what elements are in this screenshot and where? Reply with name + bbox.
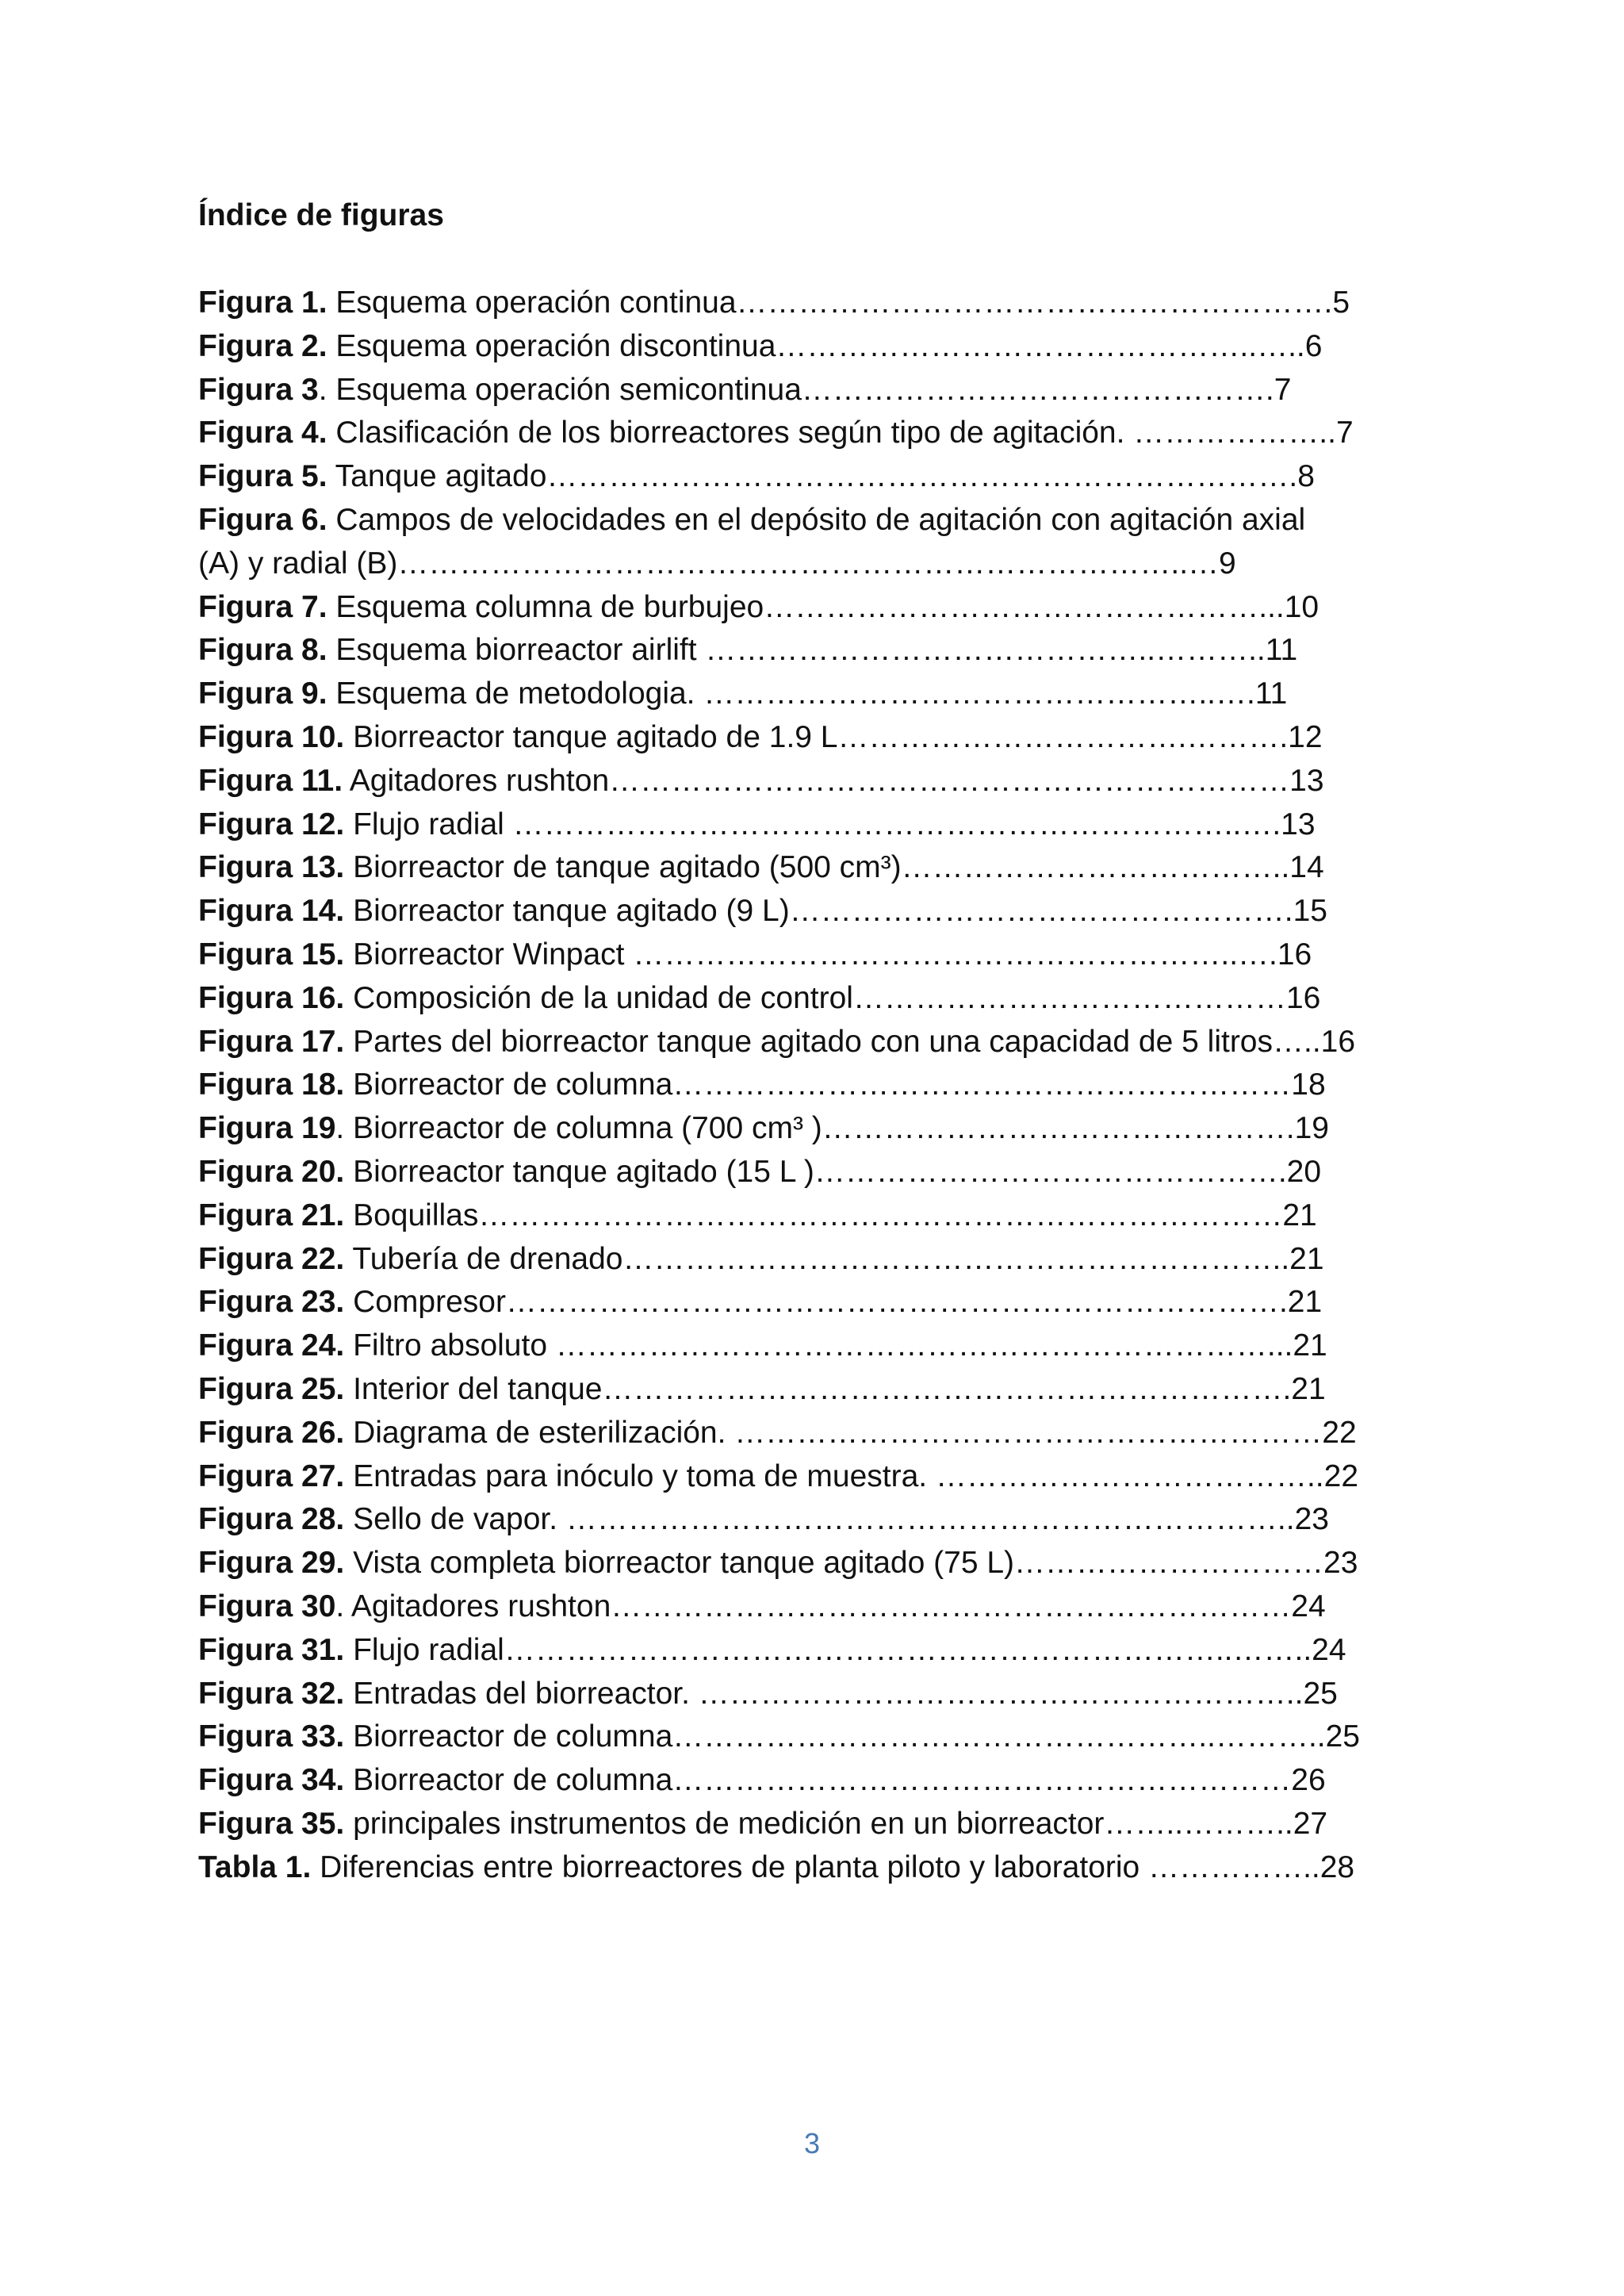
index-entry: [198, 1412, 1435, 1455]
entry-label: Figura 9.: [198, 677, 327, 711]
entry-text: Esquema operación discontinua………………………………………..…..6: [327, 328, 1323, 363]
entry-text: Campos de velocidades en el depósito de agitación con agitación axial: [327, 502, 1306, 537]
entry-text: Partes del biorreactor tanque agitado con una capacidad de 5 litros…..16: [344, 1024, 1356, 1059]
index-entry: [198, 933, 1435, 977]
entry-text: . Biorreactor de columna (700 cm³ )……………………………………….19: [335, 1111, 1329, 1146]
entry-text: Biorreactor de tanque agitado (500 cm³)………………………………..14: [344, 850, 1324, 885]
entry-label: Figura 20.: [198, 1154, 345, 1189]
index-entry: [198, 1585, 1435, 1629]
entry-label: Figura 14.: [198, 894, 345, 929]
entry-label: Figura 17.: [198, 1024, 345, 1059]
index-entry: [198, 1281, 1435, 1324]
figure-index-list: [198, 282, 1435, 1889]
entry-text: Esquema columna de burbujeo…………………………………………...10: [327, 589, 1320, 624]
entry-label: Figura 5.: [198, 459, 327, 494]
index-entry: [198, 1759, 1435, 1803]
entry-label: Figura 1.: [198, 286, 327, 320]
entry-label: Tabla 1.: [198, 1849, 312, 1884]
index-entry: [198, 369, 1435, 412]
index-entry: [198, 325, 1435, 369]
index-entry: [198, 1368, 1435, 1412]
index-entry: [198, 1064, 1435, 1107]
entry-text: Biorreactor de columna……………………………………………………26: [344, 1763, 1326, 1798]
index-entry: [198, 1542, 1435, 1585]
entry-label: Figura 29.: [198, 1546, 345, 1581]
index-entry: [198, 716, 1435, 760]
entry-label: Figura 18.: [198, 1068, 345, 1102]
index-entry: [198, 890, 1435, 933]
entry-label: Figura 30: [198, 1589, 336, 1623]
entry-text: Flujo radial……………………………………………………………..……..24: [344, 1632, 1346, 1667]
index-entry: [198, 673, 1435, 716]
entry-label: Figura 15.: [198, 937, 345, 972]
index-entry: [198, 977, 1435, 1021]
index-entry: [198, 542, 1435, 586]
entry-text: Diagrama de esterilización. …………………………………………………22: [344, 1415, 1357, 1450]
index-entry: [198, 586, 1435, 630]
entry-label: Figura 11.: [198, 763, 343, 798]
index-entry: [198, 1715, 1435, 1759]
index-entry: [198, 412, 1435, 455]
entry-text: Boquillas……………………………………………………………………21: [344, 1198, 1317, 1232]
entry-label: Figura 31.: [198, 1632, 345, 1667]
entry-label: Figura 7.: [198, 589, 327, 624]
entry-text: Biorreactor de columna……………………………………………………18: [344, 1068, 1326, 1102]
entry-text: Flujo radial ……………………………………………………………..….13: [344, 807, 1316, 841]
entry-label: Figura 16.: [198, 980, 345, 1015]
index-entry: [198, 803, 1435, 847]
entry-text: . Agitadores rushton…………………………………………………………24: [335, 1589, 1326, 1623]
index-entry: [198, 1846, 1435, 1890]
entry-text: Diferencias entre biorreactores de planta piloto y laboratorio ……………..28: [311, 1849, 1355, 1884]
index-entry: [198, 1498, 1435, 1542]
index-entry: [198, 1324, 1435, 1368]
entry-text: Biorreactor tanque agitado de 1.9 L…………………………….……….12: [344, 719, 1323, 754]
entry-label: Figura 25.: [198, 1371, 345, 1406]
entry-text: (A) y radial (B)…………………………………………………………………..…9: [198, 546, 1236, 581]
entry-label: Figura 27.: [198, 1458, 345, 1493]
entry-label: Figura 35.: [198, 1806, 345, 1841]
entry-text: Biorreactor Winpact …………………………………………………..….16: [344, 937, 1312, 972]
entry-label: Figura 26.: [198, 1415, 345, 1450]
index-entry: [198, 629, 1435, 673]
entry-text: Biorreactor de columna……………………………………………..………..25: [344, 1719, 1360, 1754]
entry-label: Figura 12.: [198, 807, 345, 841]
entry-text: Clasificación de los biorreactores según tipo de agitación. ………………..7: [327, 416, 1354, 450]
entry-label: Figura 28.: [198, 1502, 345, 1537]
entry-label: Figura 22.: [198, 1241, 345, 1276]
index-entry: [198, 1803, 1435, 1846]
index-entry: [198, 1629, 1435, 1673]
entry-text: Esquema biorreactor airlift ……………………………………..………..11: [327, 633, 1298, 668]
index-entry: [198, 1673, 1435, 1716]
index-entry: [198, 499, 1435, 542]
entry-text: Interior del tanque………………………………………………………….21: [344, 1371, 1326, 1406]
entry-text: Vista completa biorreactor tanque agitado (75 L)…………………………23: [344, 1546, 1358, 1581]
entry-text: Biorreactor tanque agitado (15 L )……………………………………….20: [344, 1154, 1322, 1189]
entry-label: Figura 4.: [198, 416, 327, 450]
index-entry: [198, 455, 1435, 499]
entry-label: Figura 24.: [198, 1328, 345, 1363]
entry-label: Figura 6.: [198, 502, 327, 537]
index-entry: [198, 1021, 1435, 1064]
entry-label: Figura 33.: [198, 1719, 345, 1754]
entry-text: Compresor………………………………………………………………….21: [344, 1285, 1323, 1320]
index-entry: [198, 1194, 1435, 1238]
entry-text: Agitadores rushton…………………………………………………………13: [343, 763, 1324, 798]
entry-text: Entradas del biorreactor. …………………………………………………..25: [344, 1676, 1338, 1711]
entry-text: Tanque agitado……………………………………………………………….8: [327, 459, 1315, 494]
index-heading: Índice de figuras: [198, 198, 444, 232]
entry-label: Figura 32.: [198, 1676, 345, 1711]
index-entry: [198, 1151, 1435, 1194]
entry-label: Figura 34.: [198, 1763, 345, 1798]
entry-text: Biorreactor tanque agitado (9 L)………………………………………….15: [344, 894, 1327, 929]
index-entry: [198, 282, 1435, 325]
entry-label: Figura 21.: [198, 1198, 345, 1232]
index-entry: [198, 846, 1435, 890]
entry-text: . Esquema operación semicontinua……………………………………….7: [318, 372, 1292, 407]
entry-text: principales instrumentos de medición en un biorreactor……..………..27: [344, 1806, 1328, 1841]
index-entry: [198, 1455, 1435, 1499]
entry-label: Figura 2.: [198, 328, 327, 363]
entry-text: Composición de la unidad de control……………………………………16: [344, 980, 1321, 1015]
index-entry: [198, 1107, 1435, 1151]
index-entry: [198, 1238, 1435, 1282]
entry-text: Filtro absoluto ……………………………………………………………...21: [344, 1328, 1327, 1363]
entry-text: Sello de vapor. ……………………………………………………………..23: [344, 1502, 1329, 1537]
index-entry: [198, 760, 1435, 803]
entry-text: Esquema operación continua………………………………………………….5: [327, 286, 1350, 320]
entry-text: Tubería de drenado………………………………………………………..21: [344, 1241, 1324, 1276]
entry-label: Figura 19: [198, 1111, 336, 1146]
entry-text: Entradas para inóculo y toma de muestra. ………………………………..22: [344, 1458, 1359, 1493]
entry-label: Figura 3: [198, 372, 319, 407]
entry-label: Figura 10.: [198, 719, 345, 754]
entry-label: Figura 8.: [198, 633, 327, 668]
entry-text: Esquema de metodologia. …………………………………………..….11: [327, 677, 1288, 711]
entry-label: Figura 23.: [198, 1285, 345, 1320]
entry-label: Figura 13.: [198, 850, 345, 885]
page-number: 3: [803, 2127, 821, 2160]
